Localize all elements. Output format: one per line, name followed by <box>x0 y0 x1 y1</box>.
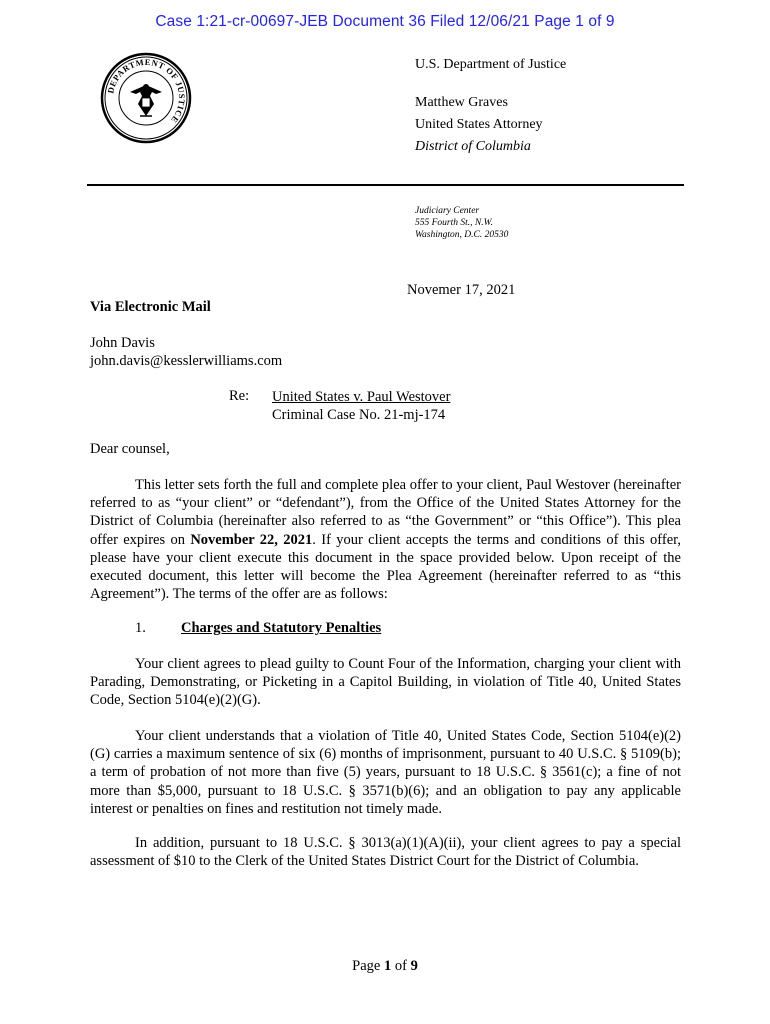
delivery-method: Via Electronic Mail <box>90 299 211 315</box>
address-line: Judiciary Center <box>415 206 480 216</box>
section-number: 1. <box>135 620 146 636</box>
section-title: Charges and Statutory Penalties <box>181 620 382 636</box>
official-block <box>415 92 543 158</box>
seal-text: DEPARTMENT OF JUSTICE <box>105 56 188 126</box>
letterhead-divider <box>87 184 684 186</box>
address-line: 555 Fourth St., N.W. <box>415 218 494 228</box>
office-address <box>415 205 508 241</box>
body-paragraph: Your client understands that a violation of Title 40, United States Code, Section 5104(e)(2)(G) carries a maximum sentence of six (6) months of imprisonment, pursuant to 40 U.S.C. § 5109(b); a term of probation of not more than five (5) years, pursuant to 18 U.S.C. § 3561(c); a fine of not more than $5,000, pursuant to 18 U.S.C. § 3571(b)(6); and an obligation to pay any applicable interest or penalties on fines and restitution not timely made. <box>90 728 681 817</box>
intro-text: This letter sets forth the full and complete plea offer to your client, Paul Westover (hereinafter referred to as “your client” or “defendant”), from the Office of the United States Attorney for the District of Columbia (hereinafter also referred to as “the Government” or “this Office”). This plea offer expires on <box>90 477 681 548</box>
intro-paragraph <box>90 476 681 603</box>
filing-stamp: Case 1:21-cr-00697-JEB Document 36 Filed 12/06/21 Page 1 of 9 <box>155 13 615 30</box>
address-line: Washington, D.C. 20530 <box>415 230 509 240</box>
re-block <box>272 388 450 424</box>
doj-seal-icon <box>100 52 192 144</box>
intro-text: . If your client accepts the terms and conditions of this offer, please have your client execute this document in the space provided below. Upon receipt of the executed document, this letter will become the Plea Agreement (hereinafter referred to as “this Agreement”). The terms of the offer are as follows: <box>90 531 682 603</box>
district-name: District of Columbia <box>415 139 531 154</box>
salutation: Dear counsel, <box>90 441 170 457</box>
body-paragraph: Your client agrees to plead guilty to Count Four of the Information, charging your client with Parading, Demonstrating, or Picketing in a Capitol Building, in violation of Title 40, United States Code, Section 5104(e)(2)(G). <box>90 656 681 709</box>
footer-current-page: 1 <box>383 958 392 974</box>
plea-deadline: November 22, 2021 <box>190 531 313 548</box>
agency-name: U.S. Department of Justice <box>415 57 567 72</box>
footer-text: Page <box>352 958 384 974</box>
recipient-email[interactable]: john.davis@kesslerwilliams.com <box>90 353 283 369</box>
official-title: United States Attorney <box>415 117 543 132</box>
case-number: Criminal Case No. 21-mj-174 <box>272 407 446 423</box>
footer-total-pages: 9 <box>410 958 418 974</box>
page-footer <box>0 958 770 975</box>
case-name: United States v. Paul Westover <box>272 389 451 405</box>
recipient-block <box>90 334 282 370</box>
re-label: Re: <box>229 388 250 404</box>
letter-date: Novemer 17, 2021 <box>407 282 516 298</box>
official-name: Matthew Graves <box>415 95 508 110</box>
recipient-name: John Davis <box>90 335 155 351</box>
footer-text: of <box>391 958 411 974</box>
body-paragraph: In addition, pursuant to 18 U.S.C. § 3013(a)(1)(A)(ii), your client agrees to pay a special assessment of $10 to the Clerk of the United States District Court for the District of Columbia. <box>90 835 681 870</box>
